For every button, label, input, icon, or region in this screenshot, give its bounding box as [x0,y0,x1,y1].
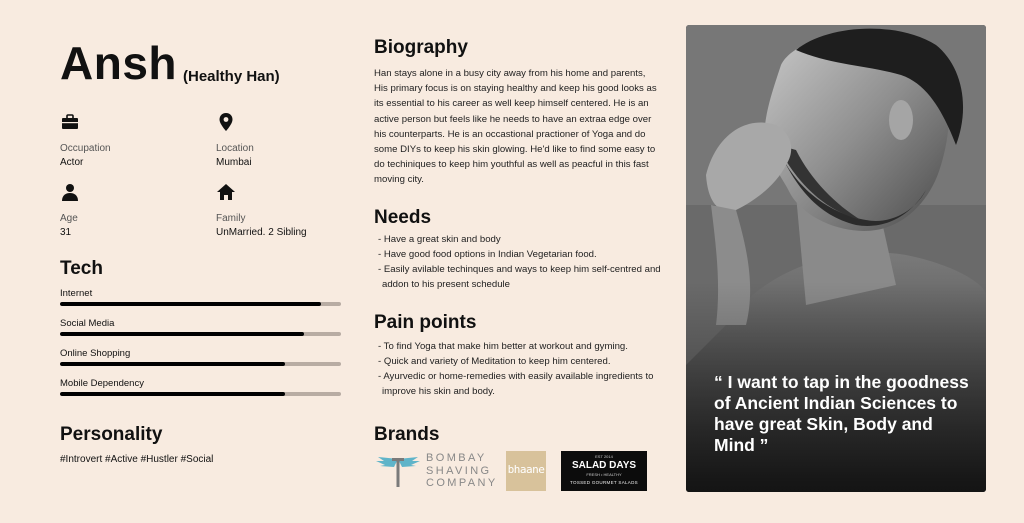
tech-bar-fill [60,332,304,336]
person-icon [60,182,80,202]
salad-days-tagline: TOSSED GOURMET SALADS [570,480,638,485]
tech-item-label: Social Media [60,318,115,329]
age-value: 31 [60,227,72,238]
needs-list [374,232,664,292]
list-item: - To find Yoga that make him better at workout and gyming. [378,341,628,352]
tech-item [60,378,341,396]
bombay-shaving-company-logo [374,451,498,491]
tech-bar-fill [60,302,321,306]
bhaane-wordmark: bhaane [507,463,545,476]
tech-bar-track [60,302,341,306]
tech-bar-fill [60,362,285,366]
list-item: - Ayurvedic or home-remedies with easily available ingredients to improve his skin and body. [378,371,654,397]
occupation-label: Occupation [60,143,111,154]
tech-bar-track [60,332,341,336]
list-item: - Quick and variety of Meditation to keep him centered. [378,356,611,367]
tech-item [60,318,341,336]
bsc-line2: SHAVING [426,464,492,477]
occupation-block [60,112,111,168]
tech-item [60,348,341,366]
list-item: - Easily avilable techinques and ways to keep him self-centred and addon to his present schedule [378,264,661,290]
location-label: Location [216,143,254,154]
location-pin-icon [216,112,236,132]
personality-heading: Personality [60,424,163,445]
location-value: Mumbai [216,157,252,168]
tech-item-label: Online Shopping [60,348,131,359]
tech-heading: Tech [60,258,103,279]
age-label: Age [60,213,78,224]
persona-alias: (Healthy Han) [183,68,280,85]
bsc-line3: COMPANY [426,477,498,489]
tech-item [60,288,341,306]
biography-text: Han stays alone in a busy city away from his home and parents, His primary focus is on staying healthy and keep his good looks as its essential to his career as well keep himself centered. He is an active person but feels like he needs to have an extraa edge over his counterparts. He is an occastional practioner of Yoga and do some DIYs to keep his skin glowing. He'd like to find some easy to do techiniques to keep him youthful as well as peacful in this fast moving city. [374,68,657,186]
pain-points-list [374,339,664,399]
list-item: - Have good food options in Indian Vegetarian food. [378,249,597,260]
tech-item-label: Internet [60,288,93,299]
tech-bar-track [60,362,341,366]
location-block [216,112,254,168]
salad-days-sub: FRESH • HEALTHY [586,472,622,477]
salad-days-est: EST 2014 [595,454,613,459]
tech-bar-fill [60,392,285,396]
tech-item-label: Mobile Dependency [60,378,144,389]
family-value: UnMarried. 2 Sibling [216,227,307,238]
occupation-value: Actor [60,157,84,168]
age-block [60,182,80,238]
family-block [216,182,307,238]
tech-bar-track [60,392,341,396]
winged-razor-icon [374,453,422,489]
home-icon [216,182,236,202]
pain-points-heading: Pain points [374,312,477,333]
bsc-line1: BOMBAY [426,452,487,464]
needs-heading: Needs [374,207,432,228]
brands-heading: Brands [374,424,440,445]
bhaane-logo [506,451,546,491]
persona-name: Ansh [60,37,177,89]
list-item: - Have a great skin and body [378,234,501,245]
personality-tags: #Introvert #Active #Hustler #Social [60,454,214,465]
persona-quote: “ I want to tap in the goodness of Ancient Indian Sciences to have great Skin, Body and Mind ” [714,372,969,455]
salad-days-name: SALAD DAYS [571,460,637,471]
salad-days-logo [561,451,647,491]
briefcase-icon [60,112,80,132]
biography-heading: Biography [374,37,468,58]
family-label: Family [216,213,246,224]
